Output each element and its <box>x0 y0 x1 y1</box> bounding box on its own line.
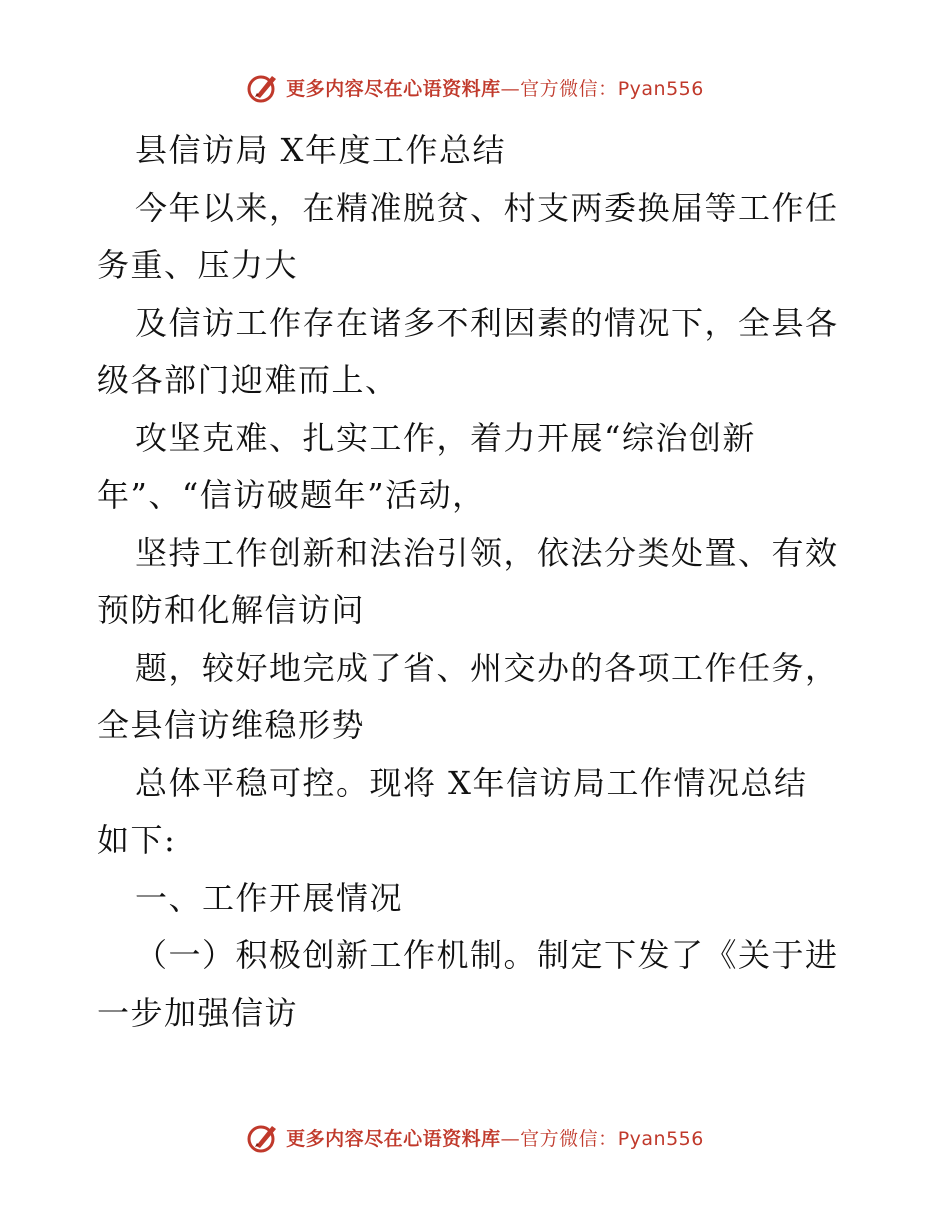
quill-logo-icon <box>246 70 280 104</box>
paragraph-line: 题，较好地完成了省、州交办的各项工作任务， <box>135 648 839 687</box>
watermark-wechat-id: Pyan556 <box>617 1127 704 1150</box>
paragraph-line: 一步加强信访 <box>97 993 299 1032</box>
paragraph-line: 年”、“信访破题年”活动， <box>97 476 486 514</box>
watermark-text <box>286 1124 704 1151</box>
paragraph-line: 及信访工作存在诸多不利因素的情况下，全县各 <box>135 303 839 342</box>
paragraph-line: 坚持工作创新和法治引领，依法分类处置、有效 <box>135 533 839 572</box>
paragraph-line: 攻坚克难、扎实工作，着力开展“综治创新 <box>135 418 756 457</box>
paragraph-line: 预防和化解信访问 <box>97 591 366 629</box>
footer-watermark <box>0 1120 950 1154</box>
watermark-site-text: 更多内容尽在心语资料库 <box>286 77 501 100</box>
watermark-site-text: 更多内容尽在心语资料库 <box>286 1127 501 1150</box>
paragraph-line: 全县信访维稳形势 <box>97 706 366 744</box>
watermark-dash: — <box>500 1127 521 1150</box>
paragraph-line: 今年以来，在精准脱贫、村支两委换届等工作任 <box>135 188 839 227</box>
document-body <box>97 122 857 1042</box>
paragraph-line: 总体平稳可控。现将 X年信访局工作情况总结 <box>135 763 808 802</box>
header-watermark <box>0 70 950 104</box>
watermark-dash: — <box>500 77 521 100</box>
watermark-wechat-id: Pyan556 <box>617 77 704 100</box>
paragraph-line: 务重、压力大 <box>97 246 299 284</box>
quill-logo-icon <box>246 1120 280 1154</box>
paragraph-line: 如下: <box>97 821 177 859</box>
watermark-wechat-label: 官方微信： <box>520 1127 618 1150</box>
subsection-heading: （一）积极创新工作机制。制定下发了《关于进 <box>135 936 839 974</box>
watermark-text <box>286 74 704 101</box>
paragraph-line: 级各部门迎难而上、 <box>97 361 399 399</box>
watermark-wechat-label: 官方微信： <box>520 77 618 100</box>
document-title: 县信访局 X年度工作总结 <box>135 131 506 169</box>
section-heading: 一、工作开展情况 <box>135 878 404 917</box>
